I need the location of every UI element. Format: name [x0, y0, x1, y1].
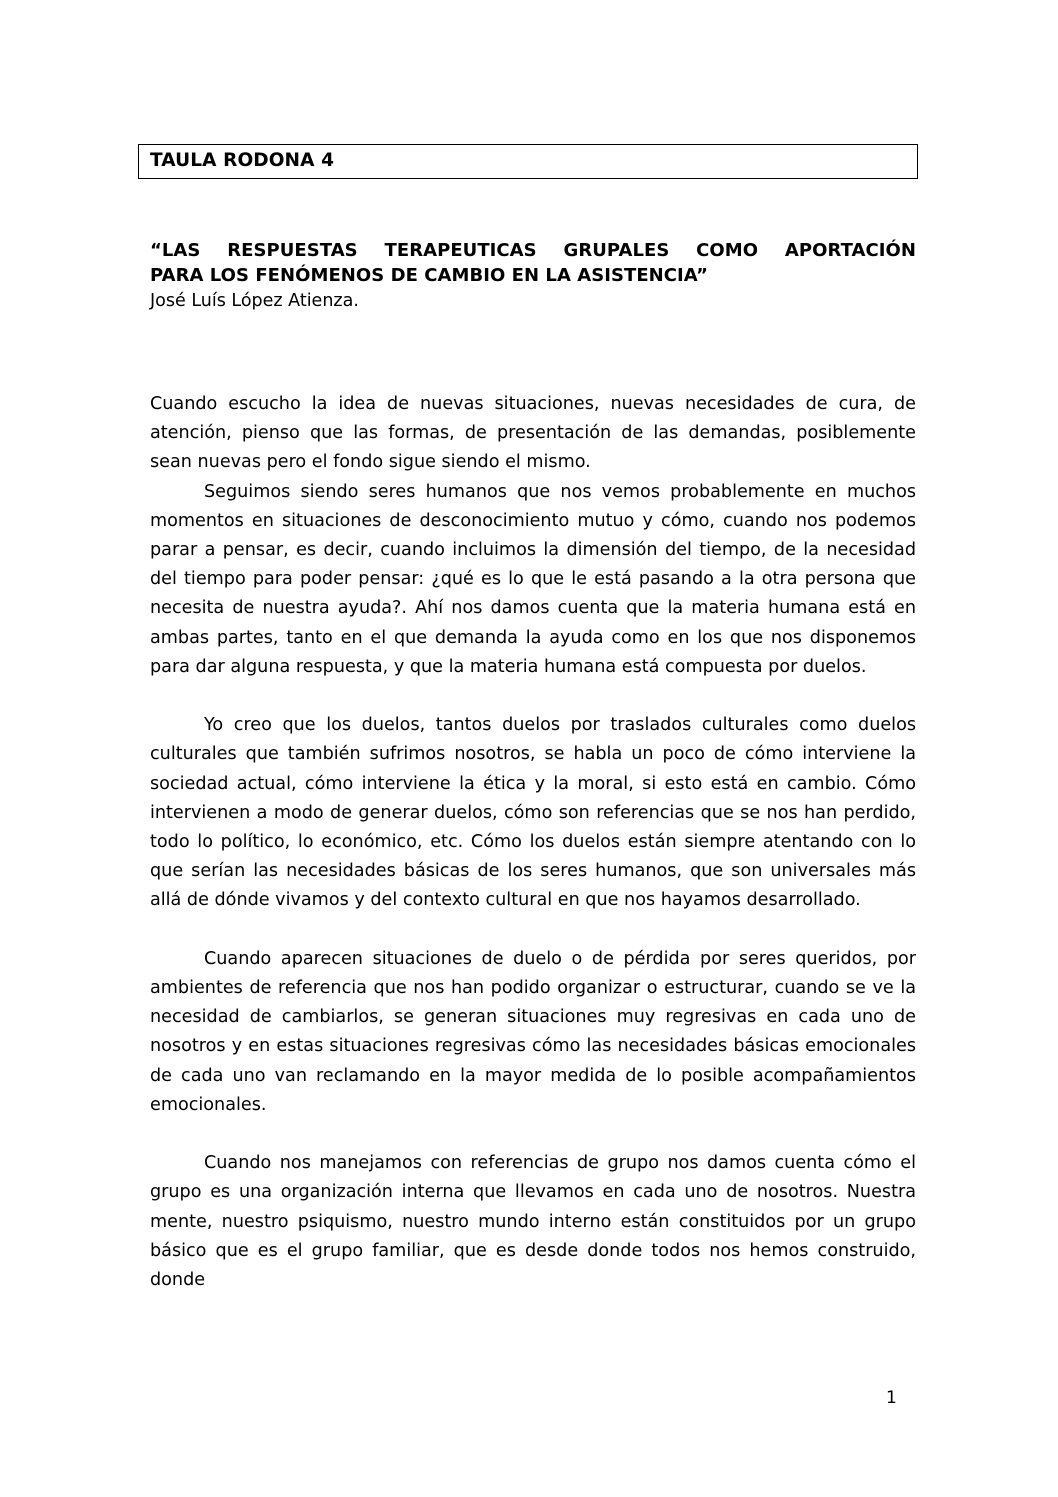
paragraph-4: [150, 945, 916, 1120]
title-block: [150, 239, 916, 313]
paragraph-1: [150, 390, 916, 478]
page-number: 1: [886, 1388, 897, 1408]
paragraph-2-text: Seguimos siendo seres humanos que nos vemos probablemente en muchos momentos en situaciones de desconocimiento mutuo y cómo, cuando nos podemos parar a pensar, es decir, cuando incluimos la dimensión del tiempo, de la necesidad del tiempo para poder pensar: ¿qué es lo que le está pasando a la otra persona que necesita de nuestra ayuda?. Ahí nos damos cuenta que la materia humana está en ambas partes, tanto en el que demanda la ayuda como en los que nos disponemos para dar alguna respuesta, y que la materia humana está compuesta por duelos.: [150, 481, 916, 677]
paragraph-5: [150, 1149, 916, 1295]
page-title: [150, 239, 916, 288]
section-header-label: TAULA RODONA 4: [150, 150, 335, 172]
paragraph-5-text: Cuando nos manejamos con referencias de grupo nos damos cuenta cómo el grupo es una organización interna que llevamos en cada uno de nosotros. Nuestra mente, nuestro psiquismo, nuestro mundo interno están constituidos por un grupo básico que es el grupo familiar, que es desde donde todos nos hemos construido, donde: [150, 1153, 916, 1291]
paragraph-3: [150, 711, 916, 915]
paragraph-4-text: Cuando aparecen situaciones de duelo o de pérdida por seres queridos, por ambientes de referencia que nos han podido organizar o estructurar, cuando se ve la necesidad de cambiarlos, se generan situaciones muy regresivas en cada uno de nosotros y en estas situaciones regresivas cómo las necesidades básicas emocionales de cada uno van reclamando en la mayor medida de lo posible acompañamientos emocionales.: [150, 948, 916, 1115]
author-name: José Luís López Atienza.: [150, 291, 359, 311]
paragraph-1-text: Cuando escucho la idea de nuevas situaciones, nuevas necesidades de cura, de atención, pienso que las formas, de presentación de las demandas, posiblemente sean nuevas pero el fondo sigue siendo el mismo.: [150, 394, 916, 473]
section-header-box: [138, 144, 918, 179]
paragraph-3-text: Yo creo que los duelos, tantos duelos por traslados culturales como duelos culturales que también sufrimos nosotros, se habla un poco de cómo interviene la sociedad actual, cómo interviene la ética y la moral, si esto está en cambio. Cómo intervienen a modo de generar duelos, cómo son referencias que se nos han perdido, todo lo político, lo económico, etc. Cómo los duelos están siempre atentando con lo que serían las necesidades básicas de los seres humanos, que son universales más allá de dónde vivamos y del contexto cultural en que nos hayamos desarrollado.: [150, 715, 916, 911]
paragraph-2: [150, 478, 916, 682]
body-text: [150, 390, 916, 1295]
page-title-line-1: “LAS RESPUESTAS TERAPEUTICAS GRUPALES COMO APORTACIÓN: [150, 240, 916, 261]
page-title-line-2: PARA LOS FENÓMENOS DE CAMBIO EN LA ASISTENCIA”: [150, 264, 708, 286]
